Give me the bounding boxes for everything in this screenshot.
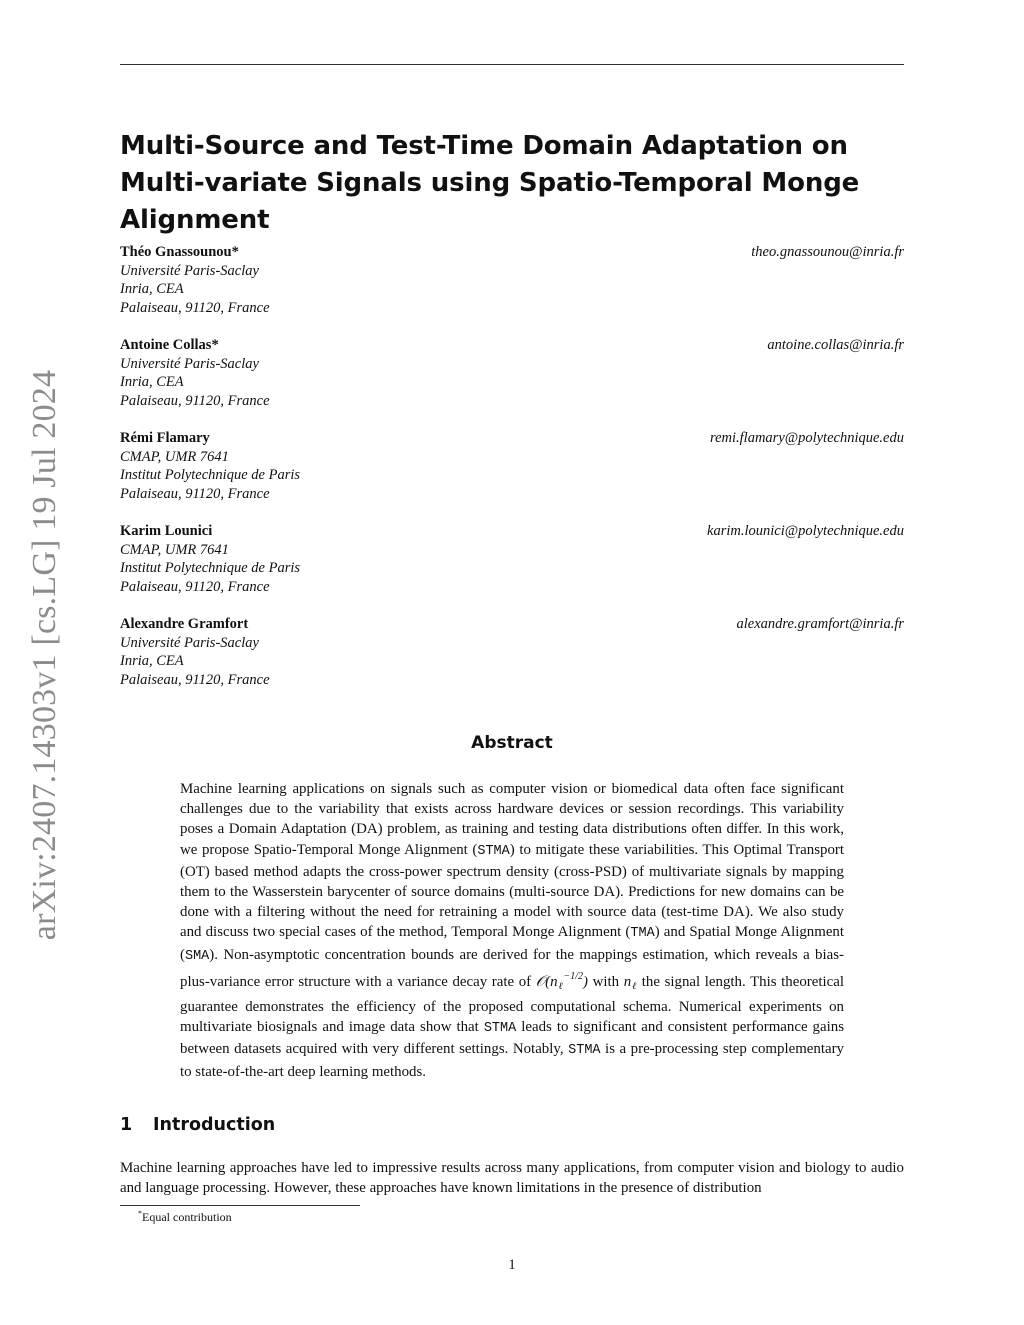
author-name: Rémi Flamary (120, 430, 210, 446)
paper-title: Multi-Source and Test-Time Domain Adaptation on Multi-variate Signals using Spatio-Temporal Monge Alignment (120, 131, 860, 235)
author-affiliation: Inria, CEA (120, 653, 184, 670)
author-name: Antoine Collas* (120, 337, 219, 353)
author-email: alexandre.gramfort@inria.fr (736, 616, 904, 632)
author-affiliation: Palaiseau, 91120, France (120, 392, 270, 409)
author-affiliation: Université Paris-Saclay (120, 355, 259, 372)
method-acronym: TMA (630, 926, 655, 942)
section-title: Introduction (153, 1115, 276, 1135)
decay-rate-formula: $𝒪(n_\ell^{-1/2})$ (535, 970, 589, 992)
method-acronym: STMA (477, 843, 510, 859)
author-block (120, 429, 904, 503)
author-affiliation: Université Paris-Saclay (120, 634, 259, 651)
footnote-rule (120, 1205, 360, 1206)
author-affiliation: Palaiseau, 91120, France (120, 578, 270, 595)
abstract-heading: Abstract (471, 733, 553, 753)
author-email: karim.lounici@polytechnique.edu (707, 523, 904, 539)
section-heading (120, 1115, 275, 1135)
author-affiliation: Inria, CEA (120, 374, 184, 391)
signal-length-symbol: $n_\ell$ (623, 973, 638, 992)
author-name: Alexandre Gramfort (120, 616, 249, 632)
method-acronym: STMA (568, 1043, 601, 1059)
author-affiliation: Inria, CEA (120, 281, 184, 298)
author-block (120, 336, 904, 410)
page-number: 1 (508, 1257, 516, 1273)
arxiv-id: arXiv:2407.14303v1 [cs.LG] 19 Jul 2024 (26, 369, 63, 941)
author-name: Karim Lounici (120, 523, 213, 539)
author-affiliation: Université Paris-Saclay (120, 262, 259, 279)
author-affiliation: Institut Polytechnique de Paris (120, 560, 301, 577)
author-affiliation: Palaiseau, 91120, France (120, 299, 270, 316)
footnote (138, 1209, 232, 1225)
author-name: Théo Gnassounou* (120, 244, 239, 260)
author-affiliation: Palaiseau, 91120, France (120, 485, 270, 502)
author-email: remi.flamary@polytechnique.edu (709, 430, 904, 446)
method-acronym: SMA (184, 948, 210, 964)
author-affiliation: Palaiseau, 91120, France (120, 671, 270, 688)
footnote-mark: * (138, 1209, 142, 1218)
author-affiliation: CMAP, UMR 7641 (120, 448, 229, 465)
author-affiliation: CMAP, UMR 7641 (120, 541, 229, 558)
abstract-text: Machine learning applications on signals such as computer vision or biomedical data often face significant challenges due to the variability that exists across hardware devices or session recordings. This variability poses a Domain Adaptation (DA) problem, as training and testing data distributions often differ. In this work, we propose Spatio-Temporal Monge Alignment (STMA) to mitigate these variabilities. This Optimal Transport (OT) based method adapts the cross-power spectrum density (cross-PSD) of multivariate signals by mapping them to the Wasserstein barycenter of source domains (multi-source DA). Predictions for new domains can be done with a filtering without the need for retraining a model with source data (test-time DA). We also study and discuss two special cases of the method, Temporal Monge Alignment (TMA) and Spatial Monge Alignment (SMA). Non-asymptotic concentration bounds are derived for the mappings estimation, which reveals a bias-plus-variance error structure with a variance decay rate of $𝒪(n_\ell^{-1/2})$ with $n_\ell$ the signal length. This theoretical guarantee demonstrates the efficiency of the proposed computational schema. Numerical experiments on multivariate biosignals and image data show that STMA leads to significant and consistent performance gains between datasets acquired with very different settings. Notably, STMA is a pre-processing step complementary to state-of-the-art deep learning methods. (180, 781, 845, 1080)
author-block (120, 615, 904, 689)
footnote-text: Equal contribution (142, 1210, 232, 1224)
author-affiliation: Institut Polytechnique de Paris (120, 467, 301, 484)
top-rule (120, 64, 904, 65)
intro-paragraph: Machine learning approaches have led to impressive results across many applications, from computer vision and biology to audio and language processing. However, these approaches have known limitations in the presence of distribution (120, 1160, 904, 1197)
author-block (120, 522, 904, 596)
section-number: 1 (120, 1115, 133, 1135)
author-block (120, 243, 904, 317)
author-email: theo.gnassounou@inria.fr (751, 244, 904, 260)
author-email: antoine.collas@inria.fr (767, 337, 904, 353)
method-acronym: STMA (483, 1021, 517, 1037)
